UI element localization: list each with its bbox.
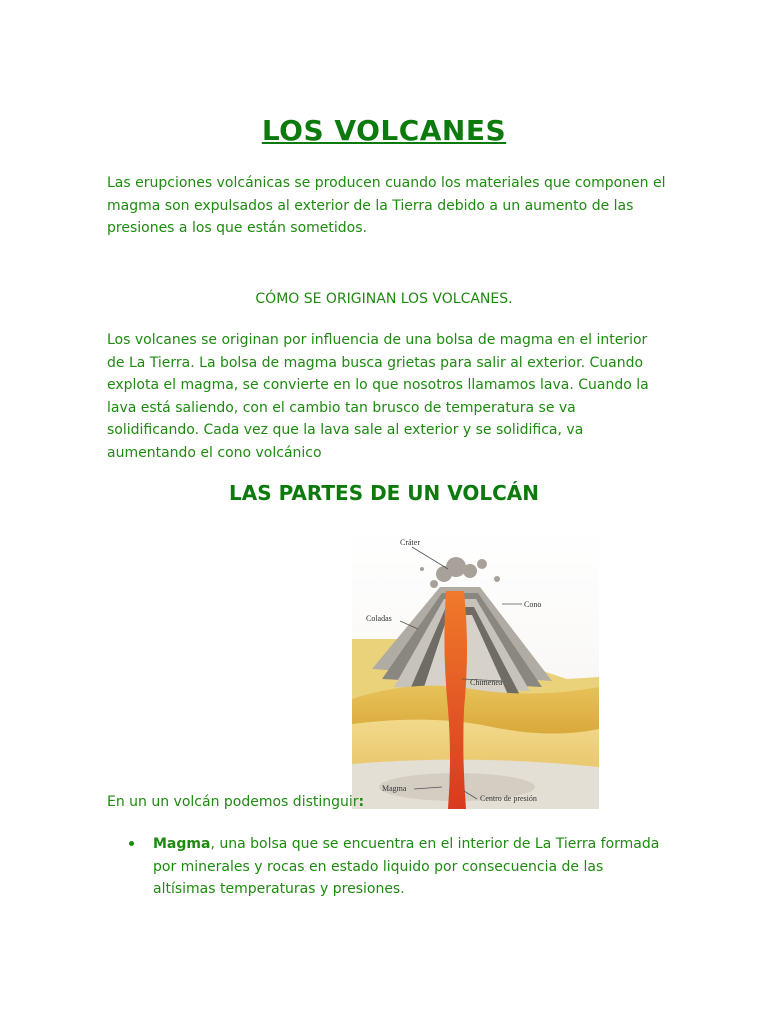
label-coladas: Coladas — [366, 614, 392, 623]
label-chimenea: Chimenea — [470, 678, 503, 687]
parts-intro-text: En un un volcán podemos distinguir — [107, 794, 359, 810]
list-item-text: , una bolsa que se encuentra en el interior de La Tierra formada por minerales y rocas en estado liquido por consecuencia de las altísimas temperaturas y presiones. — [153, 836, 660, 897]
parts-intro-colon: : — [358, 794, 365, 810]
label-crater: Cráter — [400, 538, 420, 547]
section-parts-heading: LAS PARTES DE UN VOLCÁN — [229, 481, 539, 505]
section-origin-heading: CÓMO SE ORIGINAN LOS VOLCANES. — [255, 291, 513, 307]
parts-intro — [107, 794, 364, 810]
parts-list — [127, 833, 667, 901]
label-centro: Centro de presión — [480, 794, 537, 803]
intro-paragraph: Las erupciones volcánicas se producen cuando los materiales que componen el magma son expulsados al exterior de la Tierra debido a un aumento de las presiones a los que están sometidos. — [107, 175, 666, 236]
section-origin-text: Los volcanes se originan por influencia de una bolsa de magma en el interior de La Tierra. La bolsa de magma busca grietas para salir al exterior. Cuando explota el magma, se convierte en lo que nosotros llamamos lava. Cuando la lava está saliendo, con el cambio tan brusco de temperatura se va solidificando. Cada vez que la lava sale al exterior y se solidifica, va aumentando el cono volcánico — [107, 332, 649, 461]
list-item — [127, 833, 667, 901]
page-title: LOS VOLCANES — [261, 114, 507, 147]
volcano-diagram — [352, 529, 599, 809]
list-item-term: Magma — [153, 836, 211, 852]
label-cono: Cono — [524, 600, 542, 609]
bullet-icon — [129, 841, 134, 846]
label-magma: Magma — [382, 784, 407, 793]
